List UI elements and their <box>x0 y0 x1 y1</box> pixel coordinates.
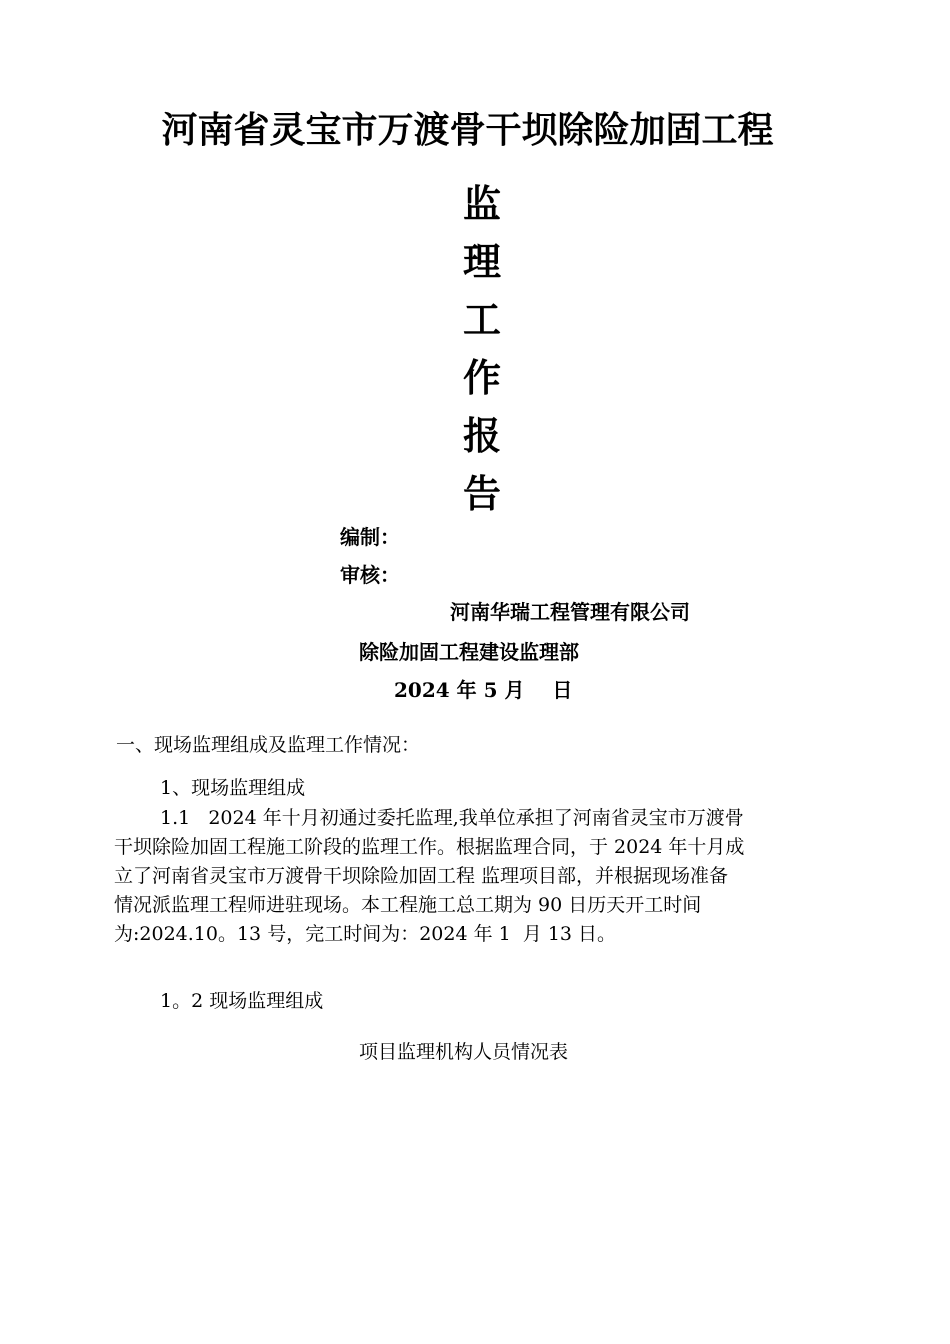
report-title-char: 告 <box>462 471 501 516</box>
report-title-char: 监 <box>462 181 501 226</box>
report-date: 2024 年 5 月 日 <box>394 678 573 702</box>
document-title: 河南省灵宝市万渡骨干坝除险加固工程 <box>161 109 774 151</box>
paragraph-line: 情况派监理工程师进驻现场。本工程施工总工期为 90 日历天开工时间 <box>114 894 702 916</box>
paragraph-line: 为:2024.10。13 号，完工时间为：2024 年 1 月 13 日。 <box>114 923 617 945</box>
paragraph-line: 1.1 2024 年十月初通过委托监理,我单位承担了河南省灵宝市万渡骨 <box>160 807 744 829</box>
table-caption: 项目监理机构人员情况表 <box>359 1041 569 1063</box>
report-title-char: 理 <box>462 239 501 284</box>
report-title-vertical <box>458 180 506 528</box>
company-name: 河南华瑞工程管理有限公司 <box>450 600 690 624</box>
reviewed-by-label: 审核： <box>340 563 400 587</box>
report-title-char: 工 <box>462 297 501 342</box>
department-name: 除险加固工程建设监理部 <box>359 640 579 664</box>
section-heading: 一、现场监理组成及监理工作情况： <box>116 734 421 756</box>
report-title-char: 报 <box>462 413 501 458</box>
paragraph-1-1 <box>114 804 839 949</box>
compiled-by-label: 编制： <box>340 525 400 549</box>
paragraph-line: 干坝除险加固工程施工阶段的监理工作。根据监理合同，于 2024 年十月成 <box>114 836 745 858</box>
paragraph-line: 立了河南省灵宝市万渡骨干坝除险加固工程 监理项目部，并根据现场准备 <box>114 865 729 887</box>
report-title-char: 作 <box>462 355 501 400</box>
subsection-heading: 1。2 现场监理组成 <box>160 990 324 1012</box>
subsection-heading: 1、现场监理组成 <box>160 777 306 799</box>
